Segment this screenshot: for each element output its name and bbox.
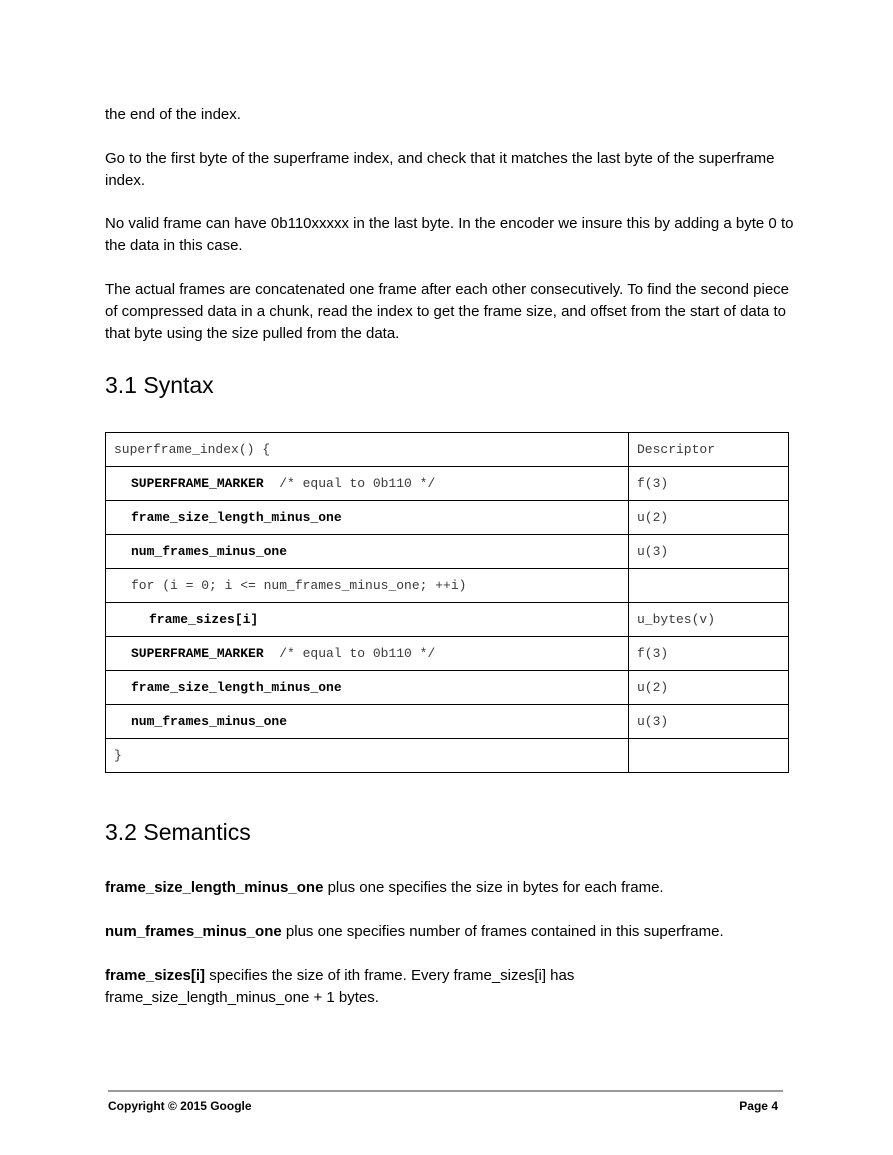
code-keyword: frame_size_length_minus_one xyxy=(131,510,342,525)
semantic-term: frame_size_length_minus_one xyxy=(105,879,324,896)
code-cell xyxy=(106,603,629,637)
code-keyword: num_frames_minus_one xyxy=(131,714,288,729)
code-cell xyxy=(106,433,629,467)
table-row xyxy=(106,603,789,637)
code-cell xyxy=(106,467,629,501)
paragraph-concatenated-frames: The actual frames are concatenated one frame after each other consecutively. To find the second piece of compressed data in a chunk, read the index to get the frame size, and offset from the start of data to that byte using the size pulled from the data. xyxy=(105,281,790,342)
footer-page-number: Page 4 xyxy=(739,1099,778,1113)
descriptor-cell: u(3) xyxy=(629,705,789,739)
code-keyword: frame_sizes[i] xyxy=(149,612,259,627)
code-cell xyxy=(106,535,629,569)
paragraph-valid-frame: No valid frame can have 0b110xxxxx in the last byte. In the encoder we insure this by adding a byte 0 to the data in this case. xyxy=(105,215,794,254)
code-keyword: SUPERFRAME_MARKER xyxy=(131,476,264,491)
heading-semantics: 3.2 Semantics xyxy=(105,819,251,845)
code-keyword: num_frames_minus_one xyxy=(131,544,288,559)
semantic-description: plus one specifies the size in bytes for each frame. xyxy=(323,879,664,896)
descriptor-cell: u(2) xyxy=(629,501,789,535)
code-keyword: frame_size_length_minus_one xyxy=(131,680,342,695)
code-cell xyxy=(106,501,629,535)
paragraph-index-end: the end of the index. xyxy=(105,106,241,123)
table-row xyxy=(106,467,789,501)
code-cell xyxy=(106,705,629,739)
code-keyword: SUPERFRAME_MARKER xyxy=(131,646,264,661)
paragraph-check-first-byte: Go to the first byte of the superframe index, and check that it matches the last byte of the superframe index. xyxy=(105,150,775,189)
code-cell xyxy=(106,671,629,705)
semantic-description: plus one specifies number of frames contained in this superframe. xyxy=(281,923,724,940)
descriptor-cell xyxy=(629,569,789,603)
semantic-item xyxy=(105,921,795,943)
table-row xyxy=(106,705,789,739)
table-row xyxy=(106,637,789,671)
code-text: superframe_index() { xyxy=(114,442,271,457)
footer-copyright: Copyright © 2015 Google xyxy=(108,1099,252,1113)
semantic-item xyxy=(105,877,795,899)
descriptor-cell: u_bytes(v) xyxy=(629,603,789,637)
table-row xyxy=(106,569,789,603)
code-cell xyxy=(106,739,629,773)
heading-syntax: 3.1 Syntax xyxy=(105,372,214,398)
semantic-item xyxy=(105,965,625,1009)
code-comment: /* equal to 0b110 */ xyxy=(263,476,436,491)
descriptor-cell: u(2) xyxy=(629,671,789,705)
semantic-term: num_frames_minus_one xyxy=(105,923,282,940)
table-row xyxy=(106,535,789,569)
table-row xyxy=(106,433,789,467)
descriptor-cell: f(3) xyxy=(629,637,789,671)
table-row xyxy=(106,739,789,773)
table-row xyxy=(106,501,789,535)
semantic-description: specifies the size of ith frame. Every frame_sizes[i] has frame_size_length_minus_one + 1 bytes. xyxy=(105,967,575,1006)
descriptor-cell xyxy=(629,739,789,773)
descriptor-cell: u(3) xyxy=(629,535,789,569)
footer-divider xyxy=(108,1090,783,1092)
descriptor-cell: f(3) xyxy=(629,467,789,501)
syntax-table xyxy=(105,432,789,773)
code-cell xyxy=(106,637,629,671)
descriptor-cell: Descriptor xyxy=(629,433,789,467)
code-text: } xyxy=(114,748,122,763)
code-comment: /* equal to 0b110 */ xyxy=(263,646,436,661)
code-text: for (i = 0; i <= num_frames_minus_one; ++i) xyxy=(131,578,467,593)
table-row xyxy=(106,671,789,705)
semantic-term: frame_sizes[i] xyxy=(105,967,206,984)
code-cell xyxy=(106,569,629,603)
